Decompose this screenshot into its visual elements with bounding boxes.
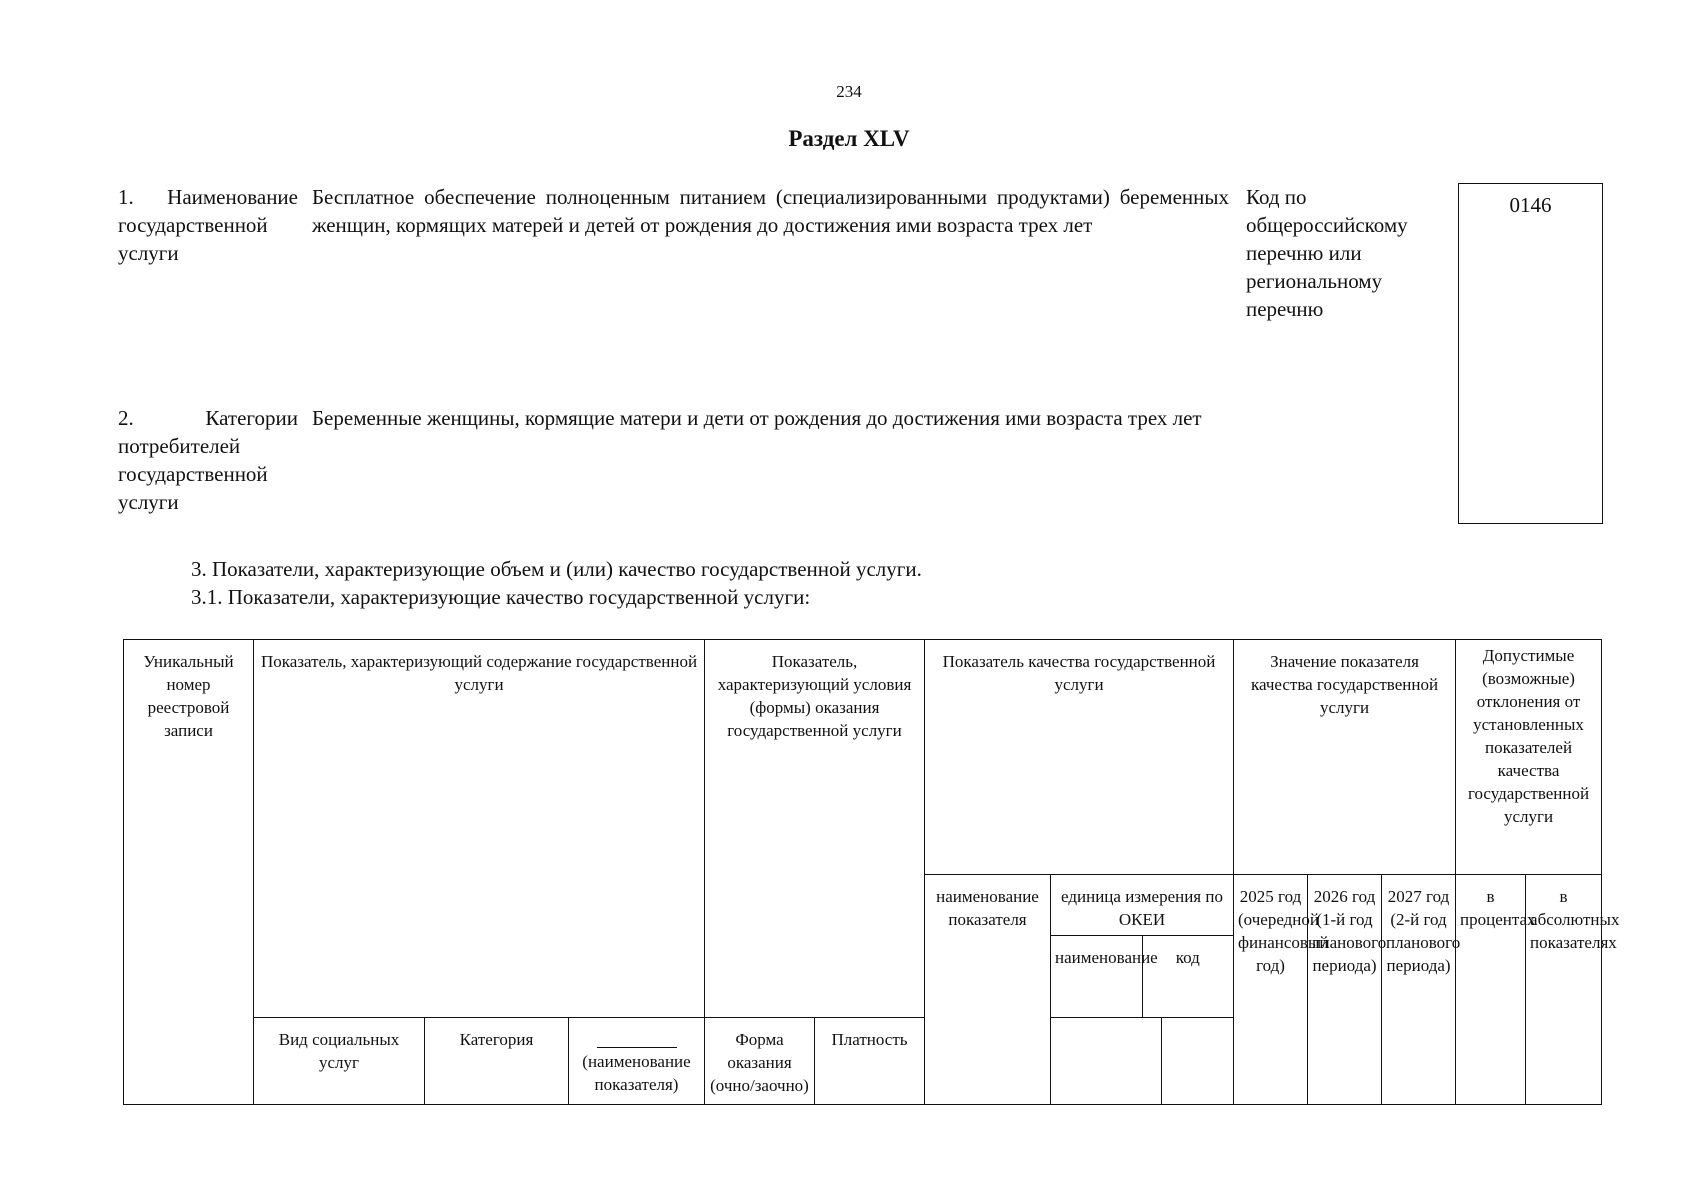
page-number: 234 xyxy=(836,82,862,101)
quality-indicators-table xyxy=(123,639,1620,1105)
code-label: Код по общероссийскому перечню или региональному перечню xyxy=(1246,185,1408,321)
header-content-indicator: Показатель, характеризующий содержание государственной услуги xyxy=(254,640,705,1018)
consumer-category-text: Беременные женщины, кормящие матери и дети от рождения до достижения ими возраста трех лет xyxy=(312,406,1202,430)
header-unit-name: наименование xyxy=(1051,935,1142,1017)
header-payment: Платность xyxy=(815,1018,925,1105)
header-unit: единица измерения по ОКЕИ xyxy=(1051,875,1233,935)
header-year-2026: 2026 год (1-й год планового периода) xyxy=(1308,875,1382,1105)
header-year-2025: 2025 год (очередной финансовый год) xyxy=(1234,875,1308,1105)
service-name-label: 1. Наименование государственной услуги xyxy=(118,185,298,265)
service-name-text: Бесплатное обеспечение полноценным питанием (специализированными продуктами) беременных женщин, кормящих матерей и детей от рождения до достижения ими возраста трех лет xyxy=(312,185,1229,237)
header-blank-indicator xyxy=(569,1018,705,1105)
header-registry-number: Уникальный номер реестровой записи xyxy=(124,640,254,1105)
blank-underline xyxy=(597,1028,677,1048)
subheading-3: 3. Показатели, характеризующие объем и (или) качество государственной услуги. xyxy=(191,557,922,581)
header-unit-cell xyxy=(1051,875,1234,1018)
header-social-service-type: Вид социальных услуг xyxy=(254,1018,425,1105)
header-quality-indicator: Показатель качества государственной услуги xyxy=(925,640,1234,875)
consumer-category-label: 2. Категории потребителей государственной услуги xyxy=(118,406,298,514)
section-title: Раздел XLV xyxy=(788,126,910,151)
unit-subtable xyxy=(1051,875,1233,1017)
cell-unit-code-empty xyxy=(1162,1018,1234,1105)
header-conditions-indicator: Показатель, характеризующий условия (формы) оказания государственной услуги xyxy=(705,640,925,1018)
header-indicator-name: наименование показателя xyxy=(925,875,1051,1105)
code-value: 0146 xyxy=(1509,193,1552,217)
header-blank-indicator-label: (наименование показателя) xyxy=(582,1052,691,1094)
header-allowed-deviation: Допустимые (возможные) отклонения от установленных показателей качества государственной услуги xyxy=(1456,640,1602,875)
header-deviation-percent: в процентах xyxy=(1456,875,1526,1105)
code-box xyxy=(1458,183,1603,524)
header-delivery-form: Форма оказания (очно/заочно) xyxy=(705,1018,815,1105)
cell-unit-name-empty xyxy=(1051,1018,1162,1105)
header-unit-code: код xyxy=(1175,947,1200,967)
header-category: Категория xyxy=(425,1018,569,1105)
subheading-3-1: 3.1. Показатели, характеризующие качество государственной услуги: xyxy=(191,585,811,609)
header-deviation-absolute: в абсолютных показателях xyxy=(1526,875,1602,1105)
header-year-2027: 2027 год (2-й год планового периода) xyxy=(1382,875,1456,1105)
header-quality-value: Значение показателя качества государственной услуги xyxy=(1234,640,1456,875)
